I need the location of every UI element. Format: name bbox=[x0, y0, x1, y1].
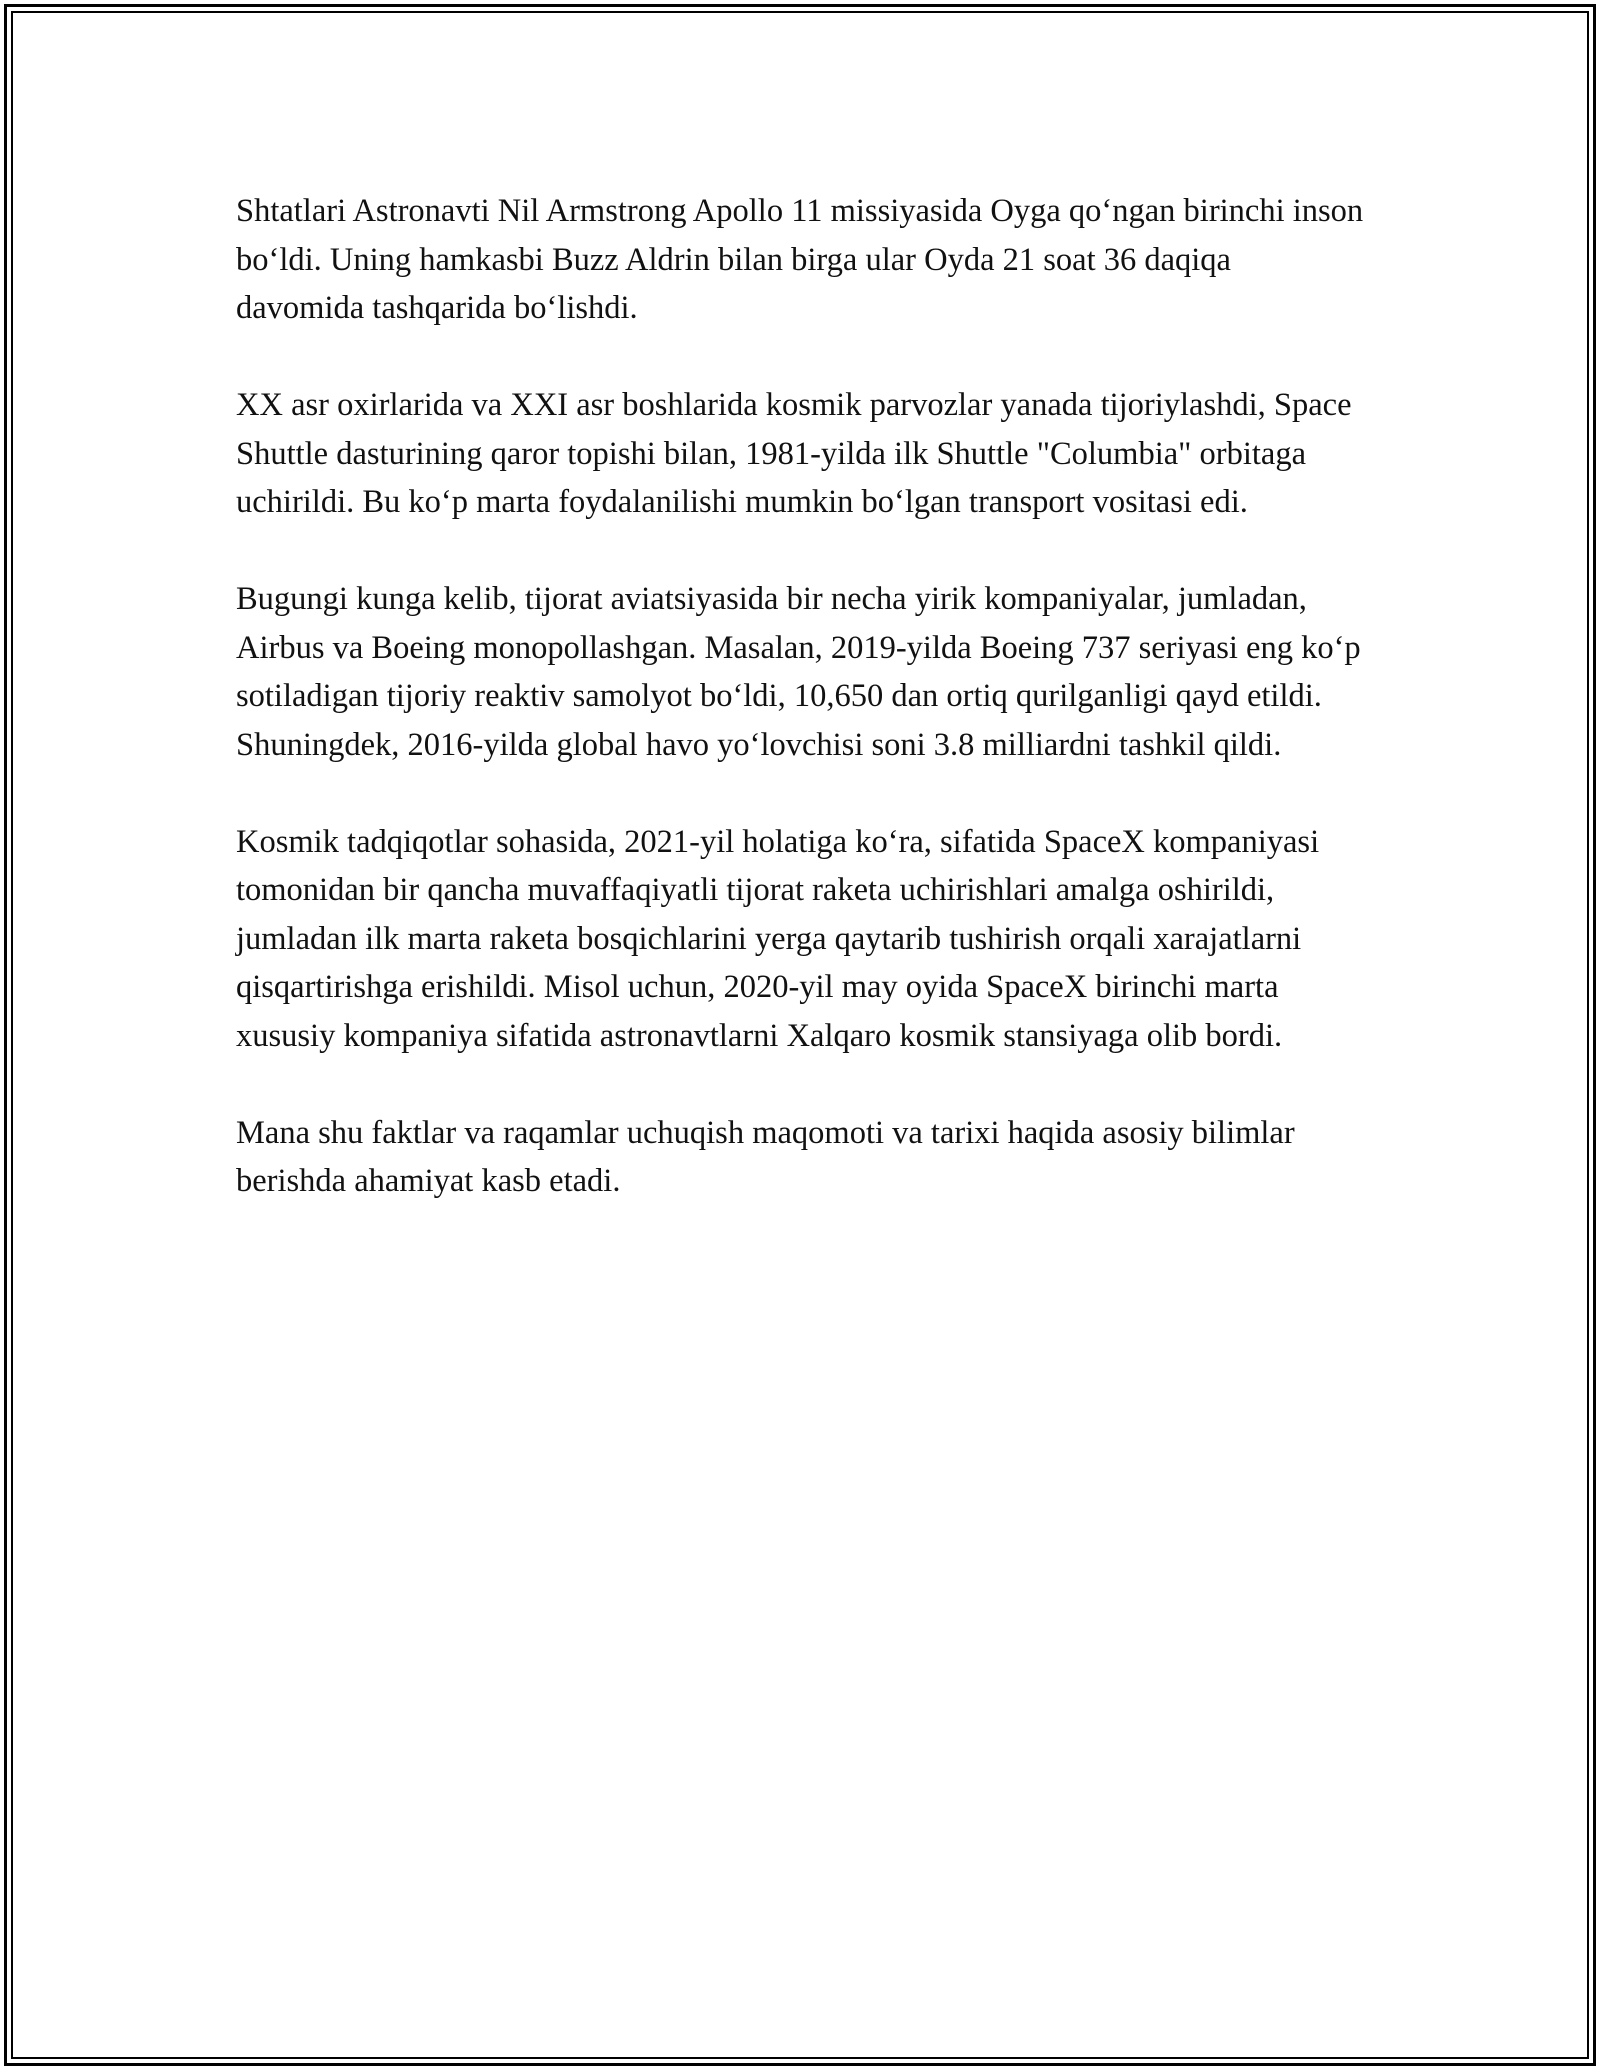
paragraph-space-shuttle: XX asr oxirlarida va XXI asr boshlarida kosmik parvozlar yanada tijoriylashdi, Space Shuttle dasturining qaror topishi bilan, 1981-yilda ilk Shuttle "Columbia" orbitaga uchirildi. Bu ko‘p marta foydalanilishi mumkin bo‘lgan transport vositasi edi. bbox=[236, 387, 1352, 520]
paragraph-commercial-aviation: Bugungi kunga kelib, tijorat aviatsiyasida bir necha yirik kompaniyalar, jumladan, Airbus va Boeing monopollashgan. Masalan, 2019-yilda Boeing 737 seriyasi eng ko‘p sotiladigan tijoriy reaktiv samolyot bo‘ldi, 10,650 dan ortiq qurilganligi qayd etildi. Shuningdek, 2016-yilda global havo yo‘lovchisi soni 3.8 milliardni tashkil qildi. bbox=[236, 581, 1361, 763]
paragraph-conclusion: Mana shu faktlar va raqamlar uchuqish maqomoti va tarixi haqida asosiy bilimlar berishda ahamiyat kasb etadi. bbox=[236, 1114, 1295, 1199]
paragraph-apollo-11: Shtatlari Astronavti Nil Armstrong Apollo 11 missiyasida Oyga qo‘ngan birinchi inson bo‘ldi. Uning hamkasbi Buzz Aldrin bilan birga ular Oyda 21 soat 36 daqiqa davomida tashqarida bo‘lishdi. bbox=[236, 193, 1364, 326]
document-body bbox=[236, 187, 1366, 1254]
paragraph-spacex: Kosmik tadqiqotlar sohasida, 2021-yil holatiga ko‘ra, sifatida SpaceX kompaniyasi tomonidan bir qancha muvaffaqiyatli tijorat raketa uchirishlari amalga oshirildi, jumladan ilk marta raketa bosqichlarini yerga qaytarib tushirish orqali xarajatlarni qisqartirishga erishildi. Misol uchun, 2020-yil may oyida SpaceX birinchi marta xususiy kompaniya sifatida astronavtlarni Xalqaro kosmik stansiyaga olib bordi. bbox=[236, 823, 1320, 1054]
